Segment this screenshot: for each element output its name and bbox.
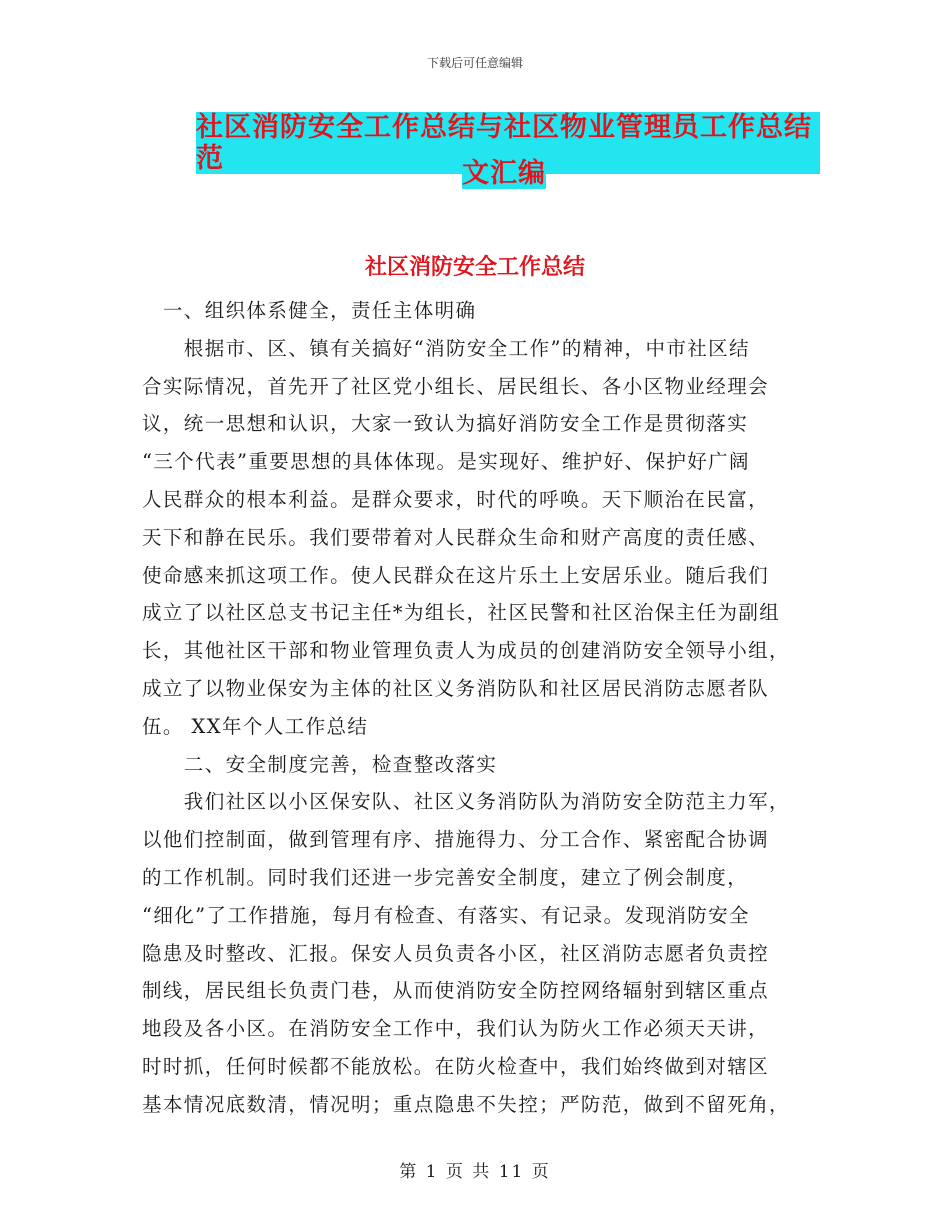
body-line: 我们社区以小区保安队、社区义务消防队为消防安全防范主力军， (142, 790, 790, 814)
body-line: 一、组织体系健全，责任主体明确 (142, 299, 477, 322)
body-line: 成立了以社区总支书记主任*为组长，社区民警和社区治保主任为副组 (142, 601, 781, 625)
title-line-2: 文汇编 (462, 158, 546, 189)
body-line: 制线，居民组长负责门巷，从而使消防安全防控网络辐射到辖区重点 (142, 979, 770, 1003)
title-line-1: 社区消防安全工作总结与社区物业管理员工作总结范 (196, 112, 820, 174)
body-line: 天下和静在民乐。我们要带着对人民群众生命和财产高度的责任感、 (142, 525, 770, 549)
body-line: 基本情况底数清，情况明；重点隐患不失控；严防范，做到不留死角， (142, 1092, 790, 1116)
page-footer: 第 1 页 共 11 页 (399, 1162, 551, 1182)
body-line: 地段及各小区。在消防安全工作中，我们认为防火工作必须天天讲， (142, 1017, 770, 1041)
body-line: 合实际情况，首先开了社区党小组长、居民组长、各小区物业经理会 (142, 374, 770, 398)
body-line: 二、安全制度完善，检查整改落实 (142, 752, 498, 776)
body-line: 人民群众的根本利益。是群众要求，时代的呼唤。天下顺治在民富， (142, 487, 770, 511)
body-line: 议，统一思想和认识，大家一致认为搞好消防安全工作是贯彻落实 (142, 412, 749, 436)
section-title: 社区消防安全工作总结 (364, 255, 585, 280)
body-line: 时时抓，任何时候都不能放松。在防火检查中，我们始终做到对辖区 (142, 1054, 770, 1078)
body-line: 成立了以物业保安为主体的社区义务消防队和社区居民消防志愿者队 (142, 676, 770, 700)
body-line: 伍。 XX年个人工作总结 (142, 714, 369, 738)
body-line: 使命感来抓这项工作。使人民群众在这片乐土上安居乐业。随后我们 (142, 563, 770, 587)
document-body (142, 292, 822, 1124)
body-line: “三个代表”重要思想的具体体现。是实现好、维护好、保护好广阔 (142, 450, 750, 474)
header-note: 下载后可任意编辑 (426, 56, 523, 70)
body-line: 根据市、区、镇有关搞好“消防安全工作”的精神，中市社区结 (142, 336, 750, 360)
body-line: 以他们控制面，做到管理有序、措施得力、分工合作、紧密配合协调 (142, 828, 770, 852)
body-line: 的工作机制。同时我们还进一步完善安全制度，建立了例会制度， (142, 865, 749, 889)
body-line: “细化”了工作措施，每月有检查、有落实、有记录。发现消防安全 (142, 903, 750, 927)
body-line: 长，其他社区干部和物业管理负责人为成员的创建消防安全领导小组， (142, 639, 790, 663)
body-line: 隐患及时整改、汇报。保安人员负责各小区，社区消防志愿者负责控 (142, 941, 770, 965)
